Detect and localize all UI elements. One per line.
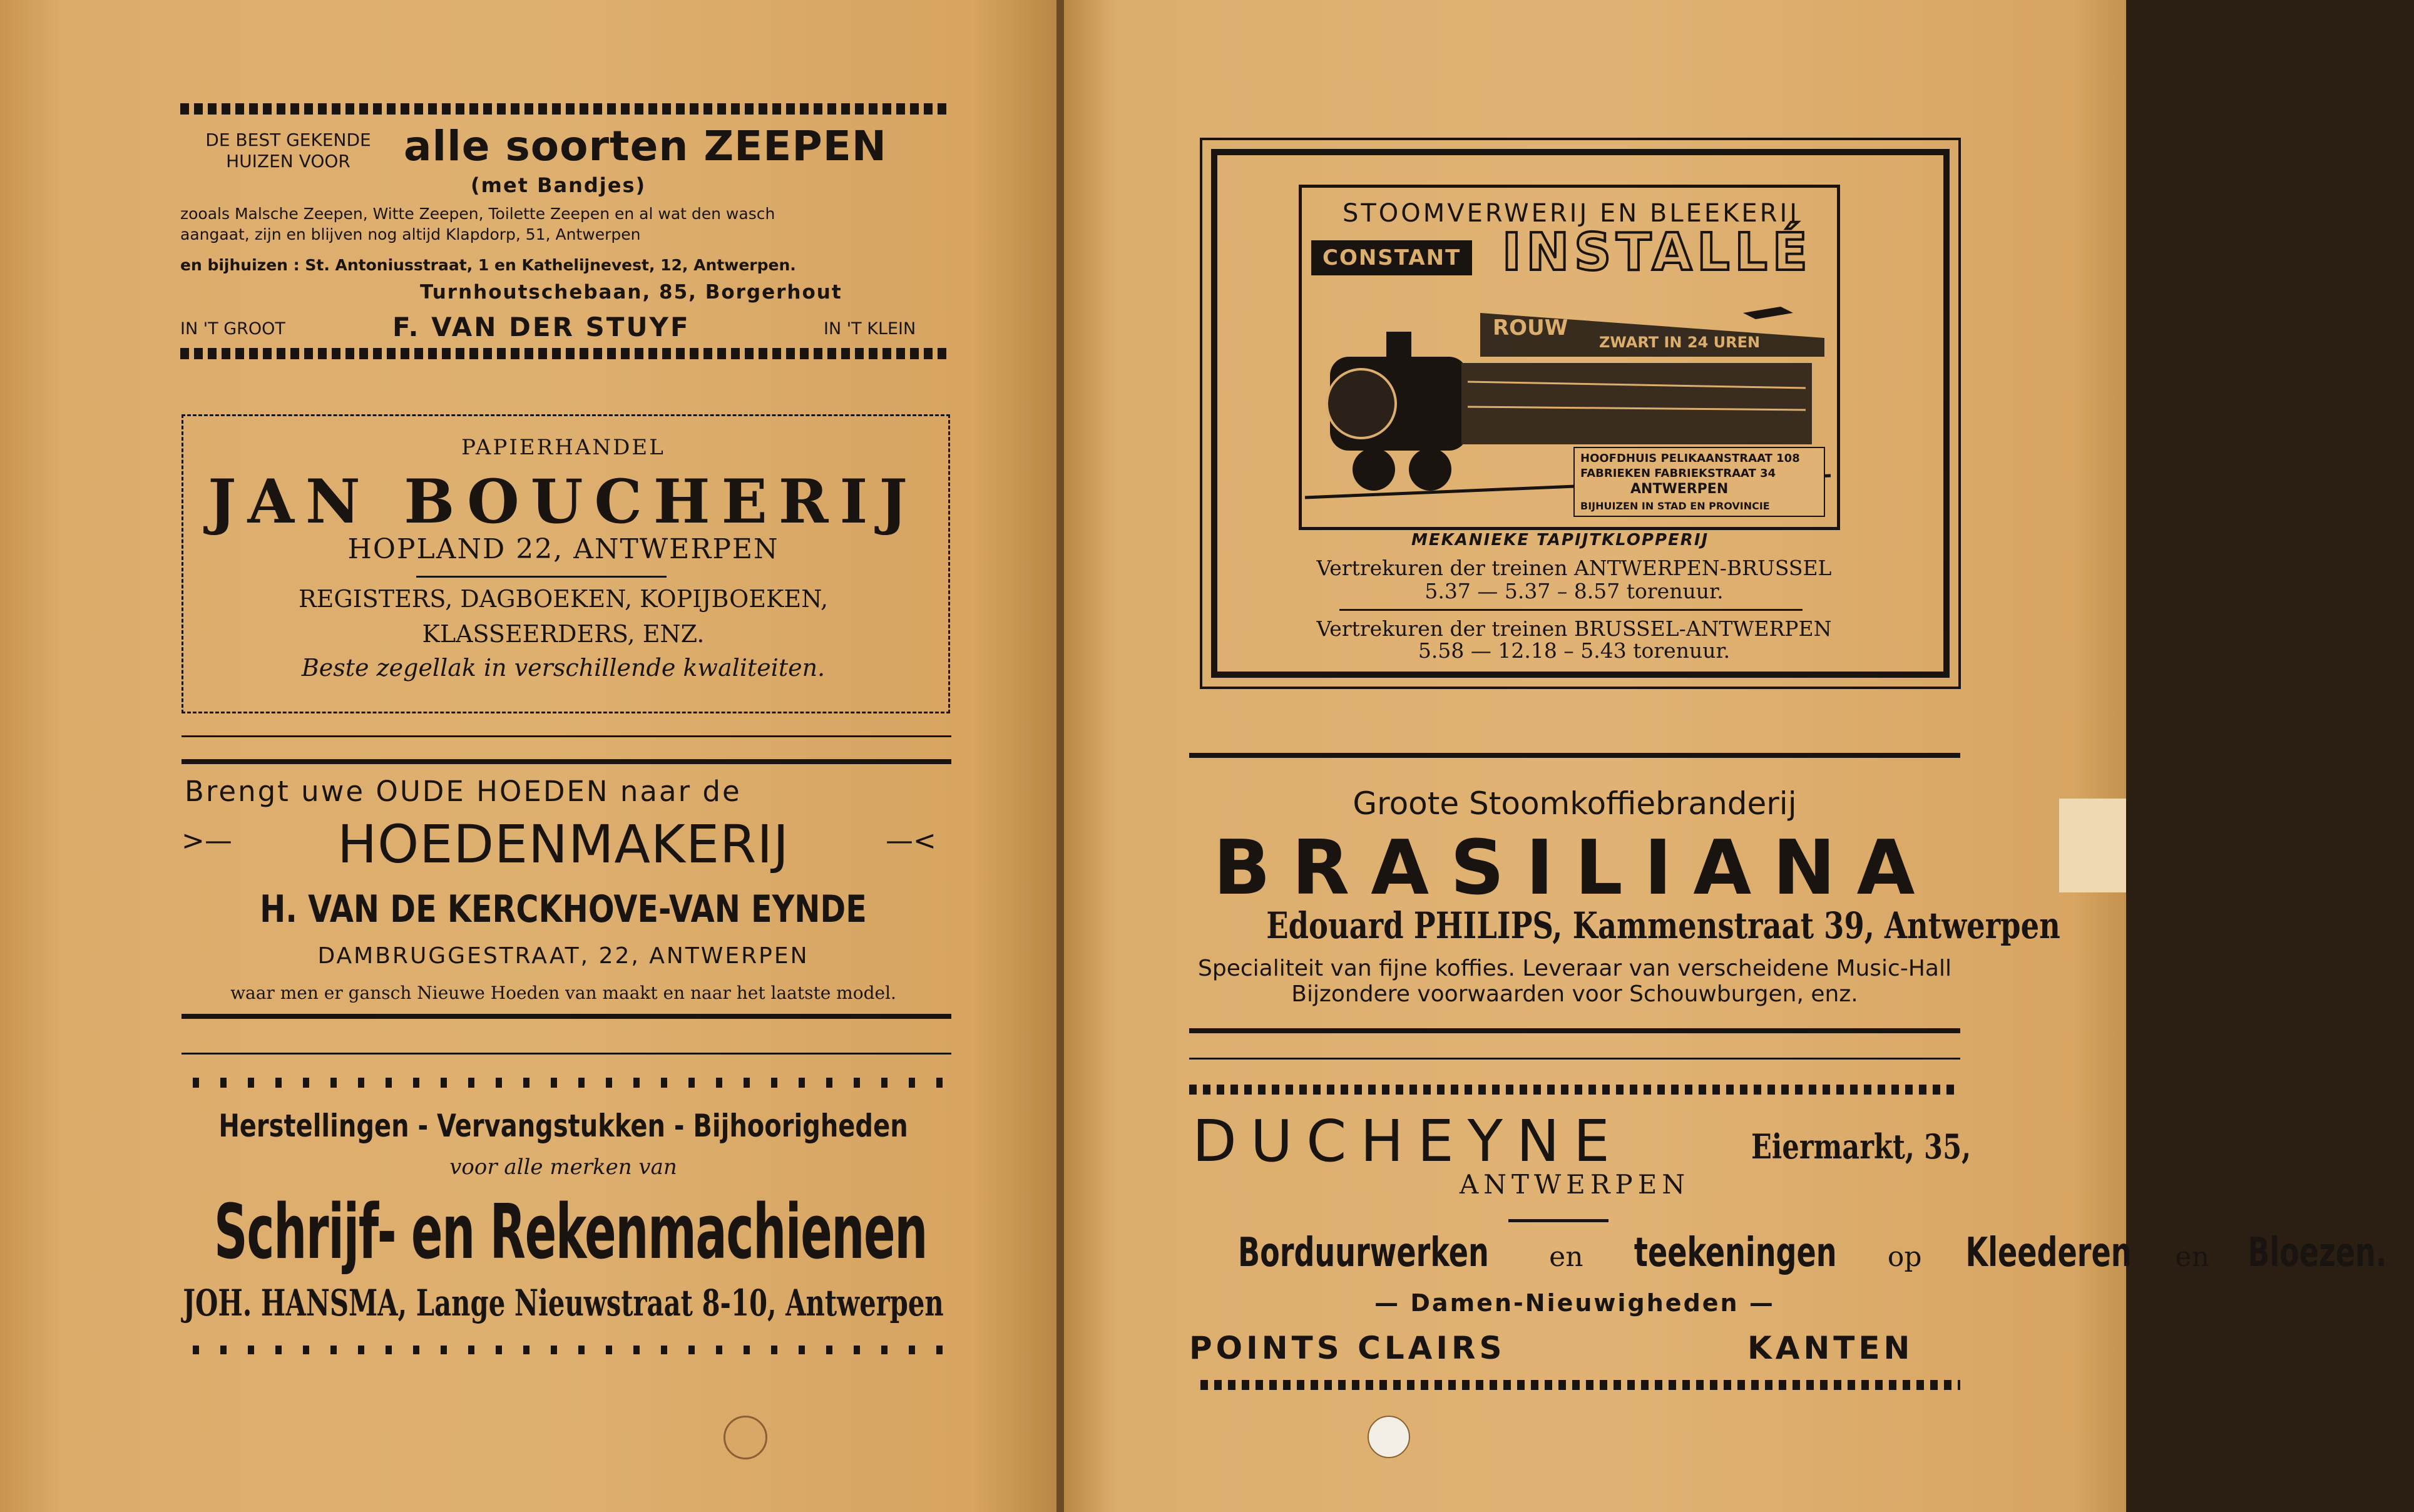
brasiliana-rule-bold-bottom <box>1189 1028 1960 1033</box>
hoeden-name: H. VAN DE KERCKHOVE-VAN EYNDE <box>260 887 867 931</box>
brasiliana-address: Edouard PHILIPS, Kammenstraat 39, Antwerpen <box>1266 904 2060 947</box>
hansma-ornament-bottom <box>193 1346 947 1354</box>
brasiliana-rule-top <box>1189 753 1960 758</box>
zeepen-groot: IN 'T GROOT <box>180 319 285 339</box>
hoeden-rule-bold-bottom <box>182 1014 951 1019</box>
hansma-address: JOH. HANSMA, Lange Nieuwstraat 8-10, Antwerpen <box>183 1282 944 1324</box>
zeepen-line-4: Turnhoutschebaan, 85, Borgerhout <box>420 281 842 304</box>
train-sign-text: ROUW <box>1493 315 1568 340</box>
hansma-line-2: voor alle merken van <box>449 1155 677 1180</box>
brasiliana-rule-bottom <box>1189 1058 1960 1060</box>
installe-caption: MEKANIEKE TAPIJTKLOPPERIJ <box>1411 531 1709 549</box>
hq-line-3: ANTWERPEN <box>1630 481 1729 497</box>
installe-divider <box>1339 609 1803 611</box>
boucherij-items-2: KLASSEERDERS, ENZ. <box>422 620 705 648</box>
train-illustration <box>1305 288 1831 519</box>
hoeden-address: DAMBRUGGESTRAAT, 22, ANTWERPEN <box>317 943 809 969</box>
ducheyne-service-2: teekeningen <box>1634 1230 1837 1276</box>
ducheyne-street: Eiermarkt, 35, <box>1751 1126 1972 1167</box>
brasiliana-name: BRASILIANA <box>1213 825 1936 912</box>
zeepen-line-2: aangaat, zijn en blijven nog altijd Klapdorp, 51, Antwerpen <box>180 225 641 243</box>
hansma-title: Schrijf- en Rekenmachienen <box>214 1189 928 1276</box>
zeepen-name: F. VAN DER STUYF <box>392 312 690 342</box>
ducheyne-city: ANTWERPEN <box>1459 1169 1690 1200</box>
punch-hole-left <box>724 1416 767 1459</box>
zeepen-klein: IN 'T KLEIN <box>824 319 916 339</box>
ducheyne-kanten: KANTEN <box>1747 1330 1914 1366</box>
train-sign-text-2: ZWART IN 24 UREN <box>1599 334 1761 351</box>
ducheyne-novelty: — Damen-Nieuwigheden — <box>1374 1289 1775 1317</box>
locomotive-front <box>1327 369 1396 438</box>
brasiliana-line-1: Specialiteit van fijne koffies. Leveraar van verscheidene Music-Hall <box>1198 956 1951 981</box>
ducheyne-name: DUCHEYNE <box>1192 1108 1624 1175</box>
hq-line-2: FABRIEKEN FABRIEKSTRAAT 34 <box>1580 467 1776 480</box>
ducheyne-checker-top <box>1189 1085 1960 1095</box>
ornament-border-bottom <box>180 348 946 359</box>
installe-departures-2: Vertrekuren der treinen BRUSSEL-ANTWERPEN <box>1316 616 1832 641</box>
boucherij-name: JAN BOUCHERIJ <box>208 466 919 537</box>
train-carriages <box>1461 363 1812 444</box>
ornament-border-top <box>180 103 946 115</box>
zeepen-subtitle: (met Bandjes) <box>471 173 647 197</box>
zeepen-line-3: en bijhuizen : St. Antoniusstraat, 1 en Kathelijnevest, 12, Antwerpen. <box>180 256 796 274</box>
installe-departures-1-times: 5.37 — 5.37 – 8.57 torenuur. <box>1424 579 1724 603</box>
ducheyne-services <box>1189 1230 2387 1276</box>
zeepen-title: alle soorten ZEEPEN <box>404 122 887 170</box>
ducheyne-service-3: Kleederen <box>1965 1230 2132 1276</box>
installe-name: INSTALLÉ <box>1502 223 1813 282</box>
hoeden-title: HOEDENMAKERIJ <box>337 814 789 875</box>
punch-hole-right <box>1368 1416 1410 1458</box>
hq-line-4: BIJHUIZEN IN STAD EN PROVINCIE <box>1580 500 1770 512</box>
ducheyne-conj-2: op <box>1887 1241 1922 1273</box>
ducheyne-service-4: Bloezen. <box>2248 1230 2387 1276</box>
installe-badge: CONSTANT <box>1311 240 1472 275</box>
zeepen-header-left <box>180 130 396 172</box>
hoeden-arrow-left: >— <box>182 825 232 857</box>
hoeden-rule-top <box>182 735 951 737</box>
airplane <box>1743 307 1793 319</box>
brasiliana-line-2: Bijzondere voorwaarden voor Schouwburgen, enz. <box>1291 981 1858 1007</box>
zeepen-header-line-2: HUIZEN VOOR <box>226 151 350 171</box>
installe-line-1: STOOMVERWERIJ EN BLEEKERIJ <box>1342 199 1800 228</box>
installe-departures-1: Vertrekuren der treinen ANTWERPEN-BRUSSEL <box>1316 556 1832 580</box>
ducheyne-conj-3: en <box>2175 1241 2209 1273</box>
ducheyne-points: POINTS CLAIRS <box>1189 1330 1506 1366</box>
hoeden-rule-bold-top <box>182 759 951 764</box>
hansma-line-1: Herstellingen - Vervangstukken - Bijhoorigheden <box>218 1108 908 1144</box>
installe-departures-2-times: 5.58 — 12.18 – 5.43 torenuur. <box>1418 638 1731 663</box>
hoeden-line-1: Brengt uwe OUDE HOEDEN naar de <box>185 775 742 808</box>
wheel-2 <box>1409 448 1451 491</box>
boucherij-address: HOPLAND 22, ANTWERPEN <box>347 533 779 565</box>
wheel-1 <box>1353 448 1395 491</box>
boucherij-divider <box>416 576 667 578</box>
hansma-ornament-top <box>193 1078 947 1088</box>
boucherij-kicker: PAPIERHANDEL <box>461 435 665 460</box>
hq-line-1: HOOFDHUIS PELIKAANSTRAAT 108 <box>1580 452 1800 465</box>
boucherij-items-1: REGISTERS, DAGBOEKEN, KOPIJBOEKEN, <box>298 585 829 613</box>
hoeden-rule-bottom <box>182 1053 951 1055</box>
zeepen-header-line-1: DE BEST GEKENDE <box>205 130 371 150</box>
ducheyne-checker-bottom <box>1200 1380 1960 1390</box>
ducheyne-conj-1: en <box>1549 1241 1583 1273</box>
hoeden-arrow-right: —< <box>886 825 936 857</box>
ducheyne-divider <box>1508 1219 1608 1222</box>
locomotive-chimney <box>1386 332 1411 363</box>
brasiliana-kicker: Groote Stoomkoffiebranderij <box>1353 785 1797 822</box>
zeepen-line-1: zooals Malsche Zeepen, Witte Zeepen, Toilette Zeepen en al wat den wasch <box>180 205 775 223</box>
boucherij-tagline: Beste zegellak in verschillende kwaliteiten. <box>301 654 826 682</box>
ducheyne-service-1: Borduurwerken <box>1237 1230 1489 1276</box>
paper-tab <box>2059 799 2126 892</box>
hoeden-note: waar men er gansch Nieuwe Hoeden van maakt en naar het laatste model. <box>230 983 896 1003</box>
